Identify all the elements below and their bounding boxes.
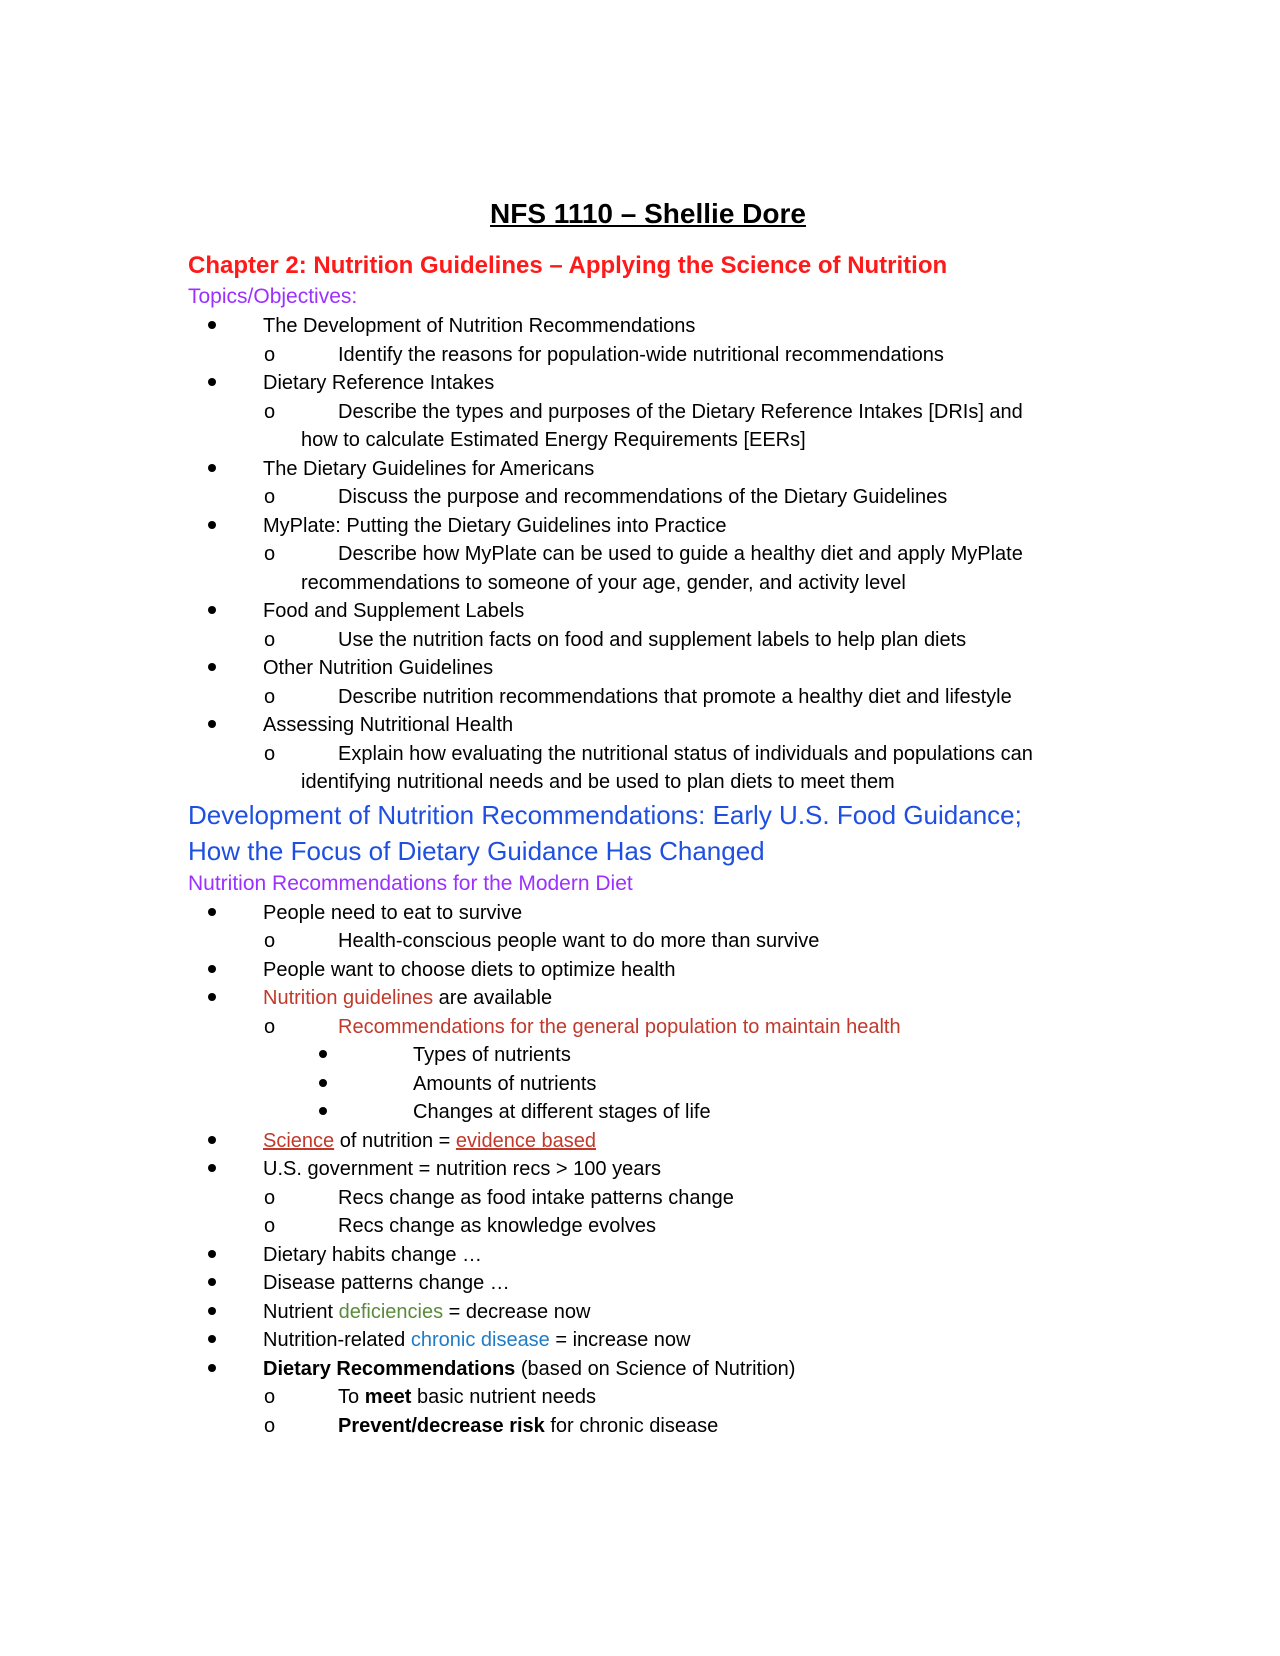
list-item: o Prevent/decrease risk for chronic disease xyxy=(188,1412,1108,1441)
list-item: The Development of Nutrition Recommendations xyxy=(188,312,1108,341)
list-item: Types of nutrients xyxy=(188,1041,1108,1070)
circle-bullet-icon: o xyxy=(264,486,276,508)
bullet-icon xyxy=(208,1335,216,1343)
circle-bullet-icon: o xyxy=(264,400,276,423)
bullet-icon xyxy=(208,993,216,1001)
bullet-icon xyxy=(208,321,216,329)
bullet-icon xyxy=(208,1307,216,1315)
list-item: o Recommendations for the general population to maintain health xyxy=(188,1013,1108,1042)
bullet-icon xyxy=(208,1278,216,1286)
list-item: o Describe the types and purposes of the Dietary Reference Intakes [DRIs] and how to calculate Estimated Energy Requirements [EERs] xyxy=(188,398,1108,455)
list-item: Dietary habits change … xyxy=(188,1241,1108,1270)
list-item: o Health-conscious people want to do more than survive xyxy=(188,927,1108,956)
list-item: o Identify the reasons for population-wide nutritional recommendations xyxy=(188,341,1108,370)
section-heading: Development of Nutrition Recommendations: Early U.S. Food Guidance; How the Focus of Dietary Guidance Has Changed xyxy=(188,799,1022,866)
list-item: o Describe how MyPlate can be used to guide a healthy diet and apply MyPlate recommendations to someone of your age, gender, and activity level xyxy=(188,540,1108,597)
circle-bullet-icon: o xyxy=(264,1386,276,1408)
list-item: Nutrition-related chronic disease = increase now xyxy=(188,1326,1108,1355)
bullet-icon xyxy=(208,1364,216,1372)
circle-bullet-icon: o xyxy=(264,628,276,651)
document-title: NFS 1110 – Shellie Dore xyxy=(490,198,806,229)
list-item: MyPlate: Putting the Dietary Guidelines into Practice xyxy=(188,512,1108,541)
list-item: Nutrition guidelines are available xyxy=(188,984,1108,1013)
bullet-icon xyxy=(319,1050,327,1058)
bullet-icon xyxy=(208,1250,216,1258)
bullet-icon xyxy=(208,720,216,728)
circle-bullet-icon: o xyxy=(264,1215,276,1237)
circle-bullet-icon: o xyxy=(264,343,276,366)
list-item: Amounts of nutrients xyxy=(188,1070,1108,1099)
list-item: o Recs change as knowledge evolves xyxy=(188,1212,1108,1241)
topics-heading: Topics/Objectives: xyxy=(188,285,358,308)
list-item: o Explain how evaluating the nutritional status of individuals and populations can identifying nutritional needs and be used to plan diets to meet them xyxy=(188,740,1108,797)
bullet-icon xyxy=(319,1079,327,1087)
topics-list xyxy=(188,312,1108,797)
subsection-heading: Nutrition Recommendations for the Modern Diet xyxy=(188,871,633,895)
list-item: o To meet basic nutrient needs xyxy=(188,1383,1108,1412)
list-item: Assessing Nutritional Health xyxy=(188,711,1108,740)
document-page xyxy=(188,196,1108,1440)
bullet-icon xyxy=(208,606,216,614)
bullet-icon xyxy=(208,1164,216,1172)
circle-bullet-icon: o xyxy=(264,1015,276,1038)
bullet-icon xyxy=(319,1107,327,1115)
list-item: o Describe nutrition recommendations that promote a healthy diet and lifestyle xyxy=(188,683,1108,712)
list-item: People need to eat to survive xyxy=(188,899,1108,928)
list-item: o Recs change as food intake patterns change xyxy=(188,1184,1108,1213)
list-item: People want to choose diets to optimize health xyxy=(188,956,1108,985)
list-item: o Use the nutrition facts on food and supplement labels to help plan diets xyxy=(188,626,1108,655)
chapter-heading: Chapter 2: Nutrition Guidelines – Applying the Science of Nutrition xyxy=(188,252,948,279)
list-item: Nutrient deficiencies = decrease now xyxy=(188,1298,1108,1327)
list-item: Other Nutrition Guidelines xyxy=(188,654,1108,683)
list-item: The Dietary Guidelines for Americans xyxy=(188,455,1108,484)
list-item: Disease patterns change … xyxy=(188,1269,1108,1298)
bullet-icon xyxy=(208,663,216,671)
circle-bullet-icon: o xyxy=(264,1186,276,1209)
circle-bullet-icon: o xyxy=(264,742,276,765)
list-item: Dietary Recommendations (based on Science of Nutrition) xyxy=(188,1355,1108,1384)
bullet-icon xyxy=(208,965,216,973)
bullet-icon xyxy=(208,521,216,529)
bullet-icon xyxy=(208,378,216,386)
list-item: Changes at different stages of life xyxy=(188,1098,1108,1127)
circle-bullet-icon: o xyxy=(264,685,276,708)
bullet-icon xyxy=(208,1136,216,1144)
list-item: U.S. government = nutrition recs > 100 years xyxy=(188,1155,1108,1184)
list-item: Food and Supplement Labels xyxy=(188,597,1108,626)
bullet-icon xyxy=(208,908,216,916)
notes-list xyxy=(188,899,1108,1441)
list-item: o Discuss the purpose and recommendations of the Dietary Guidelines xyxy=(188,483,1108,512)
circle-bullet-icon: o xyxy=(264,1414,276,1437)
list-item: Dietary Reference Intakes xyxy=(188,369,1108,398)
circle-bullet-icon: o xyxy=(264,543,276,565)
bullet-icon xyxy=(208,464,216,472)
list-item: Science of nutrition = evidence based xyxy=(188,1127,1108,1156)
circle-bullet-icon: o xyxy=(264,930,276,952)
